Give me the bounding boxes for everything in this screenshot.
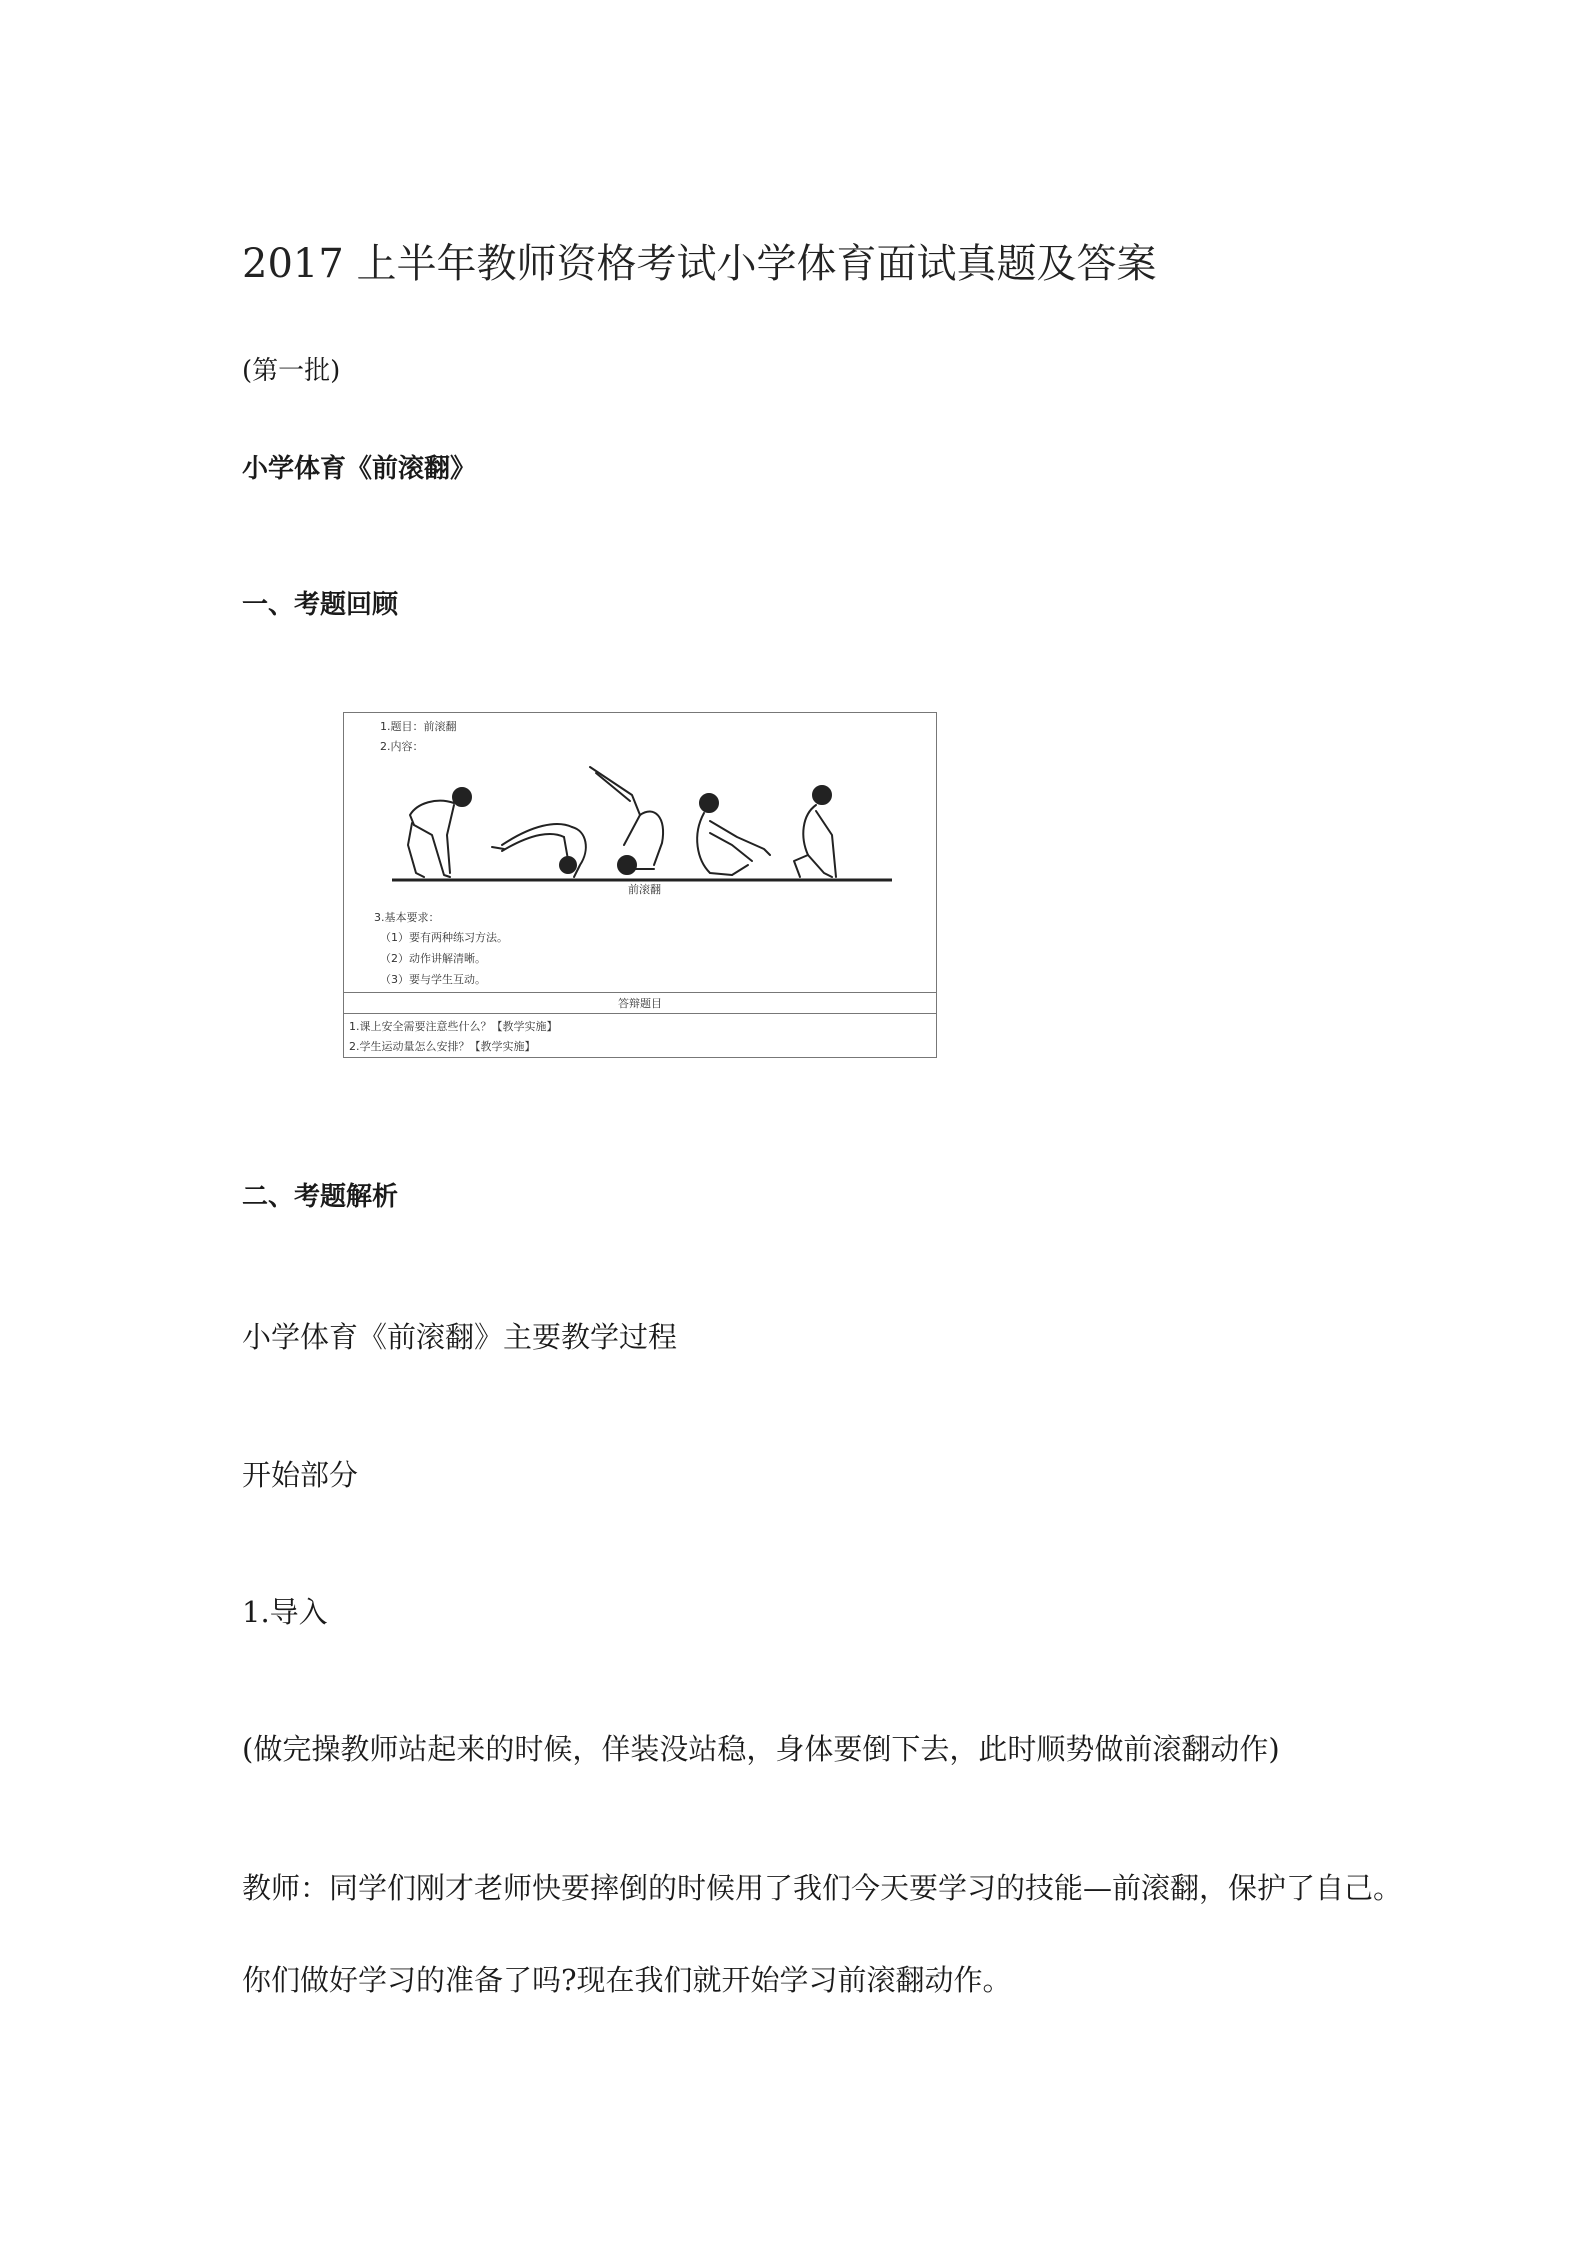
- exam-card-figure: [343, 712, 937, 1058]
- requirement-item: （2）动作讲解清晰。: [380, 952, 486, 965]
- card-divider: [344, 1013, 936, 1014]
- card-divider: [344, 992, 936, 993]
- requirement-item: （1）要有两种练习方法。: [380, 931, 508, 944]
- roll-figure-stage-2: [492, 824, 586, 877]
- paragraph: 1.导入: [242, 1595, 328, 1629]
- roll-figure-stage-4: [697, 794, 770, 875]
- section-heading-review: 一、考题回顾: [242, 590, 399, 620]
- answer-section-title: 答辩题目: [618, 997, 662, 1010]
- paragraph: 教师：同学们刚才老师快要摔倒的时候用了我们今天要学习的技能—前滚翻，保护了自己。: [242, 1871, 1403, 1905]
- defense-question: 1.课上安全需要注意些什么？【教学实施】: [349, 1020, 558, 1033]
- paragraph: 开始部分: [242, 1458, 359, 1492]
- figure-caption: 前滚翻: [628, 883, 661, 896]
- roll-figure-stage-1: [408, 788, 471, 877]
- forward-roll-illustration: [392, 765, 892, 890]
- document-title: 2017 上半年教师资格考试小学体育面试真题及答案: [242, 241, 1157, 287]
- card-topic: 1.题目：前滚翻: [380, 720, 457, 733]
- requirement-item: （3）要与学生互动。: [380, 973, 486, 986]
- paragraph: (做完操教师站起来的时候，佯装没站稳，身体要倒下去，此时顺势做前滚翻动作): [242, 1732, 1280, 1766]
- paragraph: 你们做好学习的准备了吗?现在我们就开始学习前滚翻动作。: [242, 1963, 1012, 1997]
- defense-question: 2.学生运动量怎么安排？【教学实施】: [349, 1040, 536, 1053]
- paragraph: 小学体育《前滚翻》主要教学过程: [242, 1320, 678, 1354]
- batch-label: (第一批): [242, 356, 341, 386]
- roll-figure-stage-5: [794, 786, 836, 877]
- requirements-label: 3.基本要求：: [374, 911, 440, 924]
- card-content-label: 2.内容：: [380, 740, 424, 753]
- lesson-title: 小学体育《前滚翻》: [242, 454, 477, 484]
- section-heading-analysis: 二、考题解析: [242, 1182, 399, 1212]
- roll-figure-stage-3: [590, 767, 663, 874]
